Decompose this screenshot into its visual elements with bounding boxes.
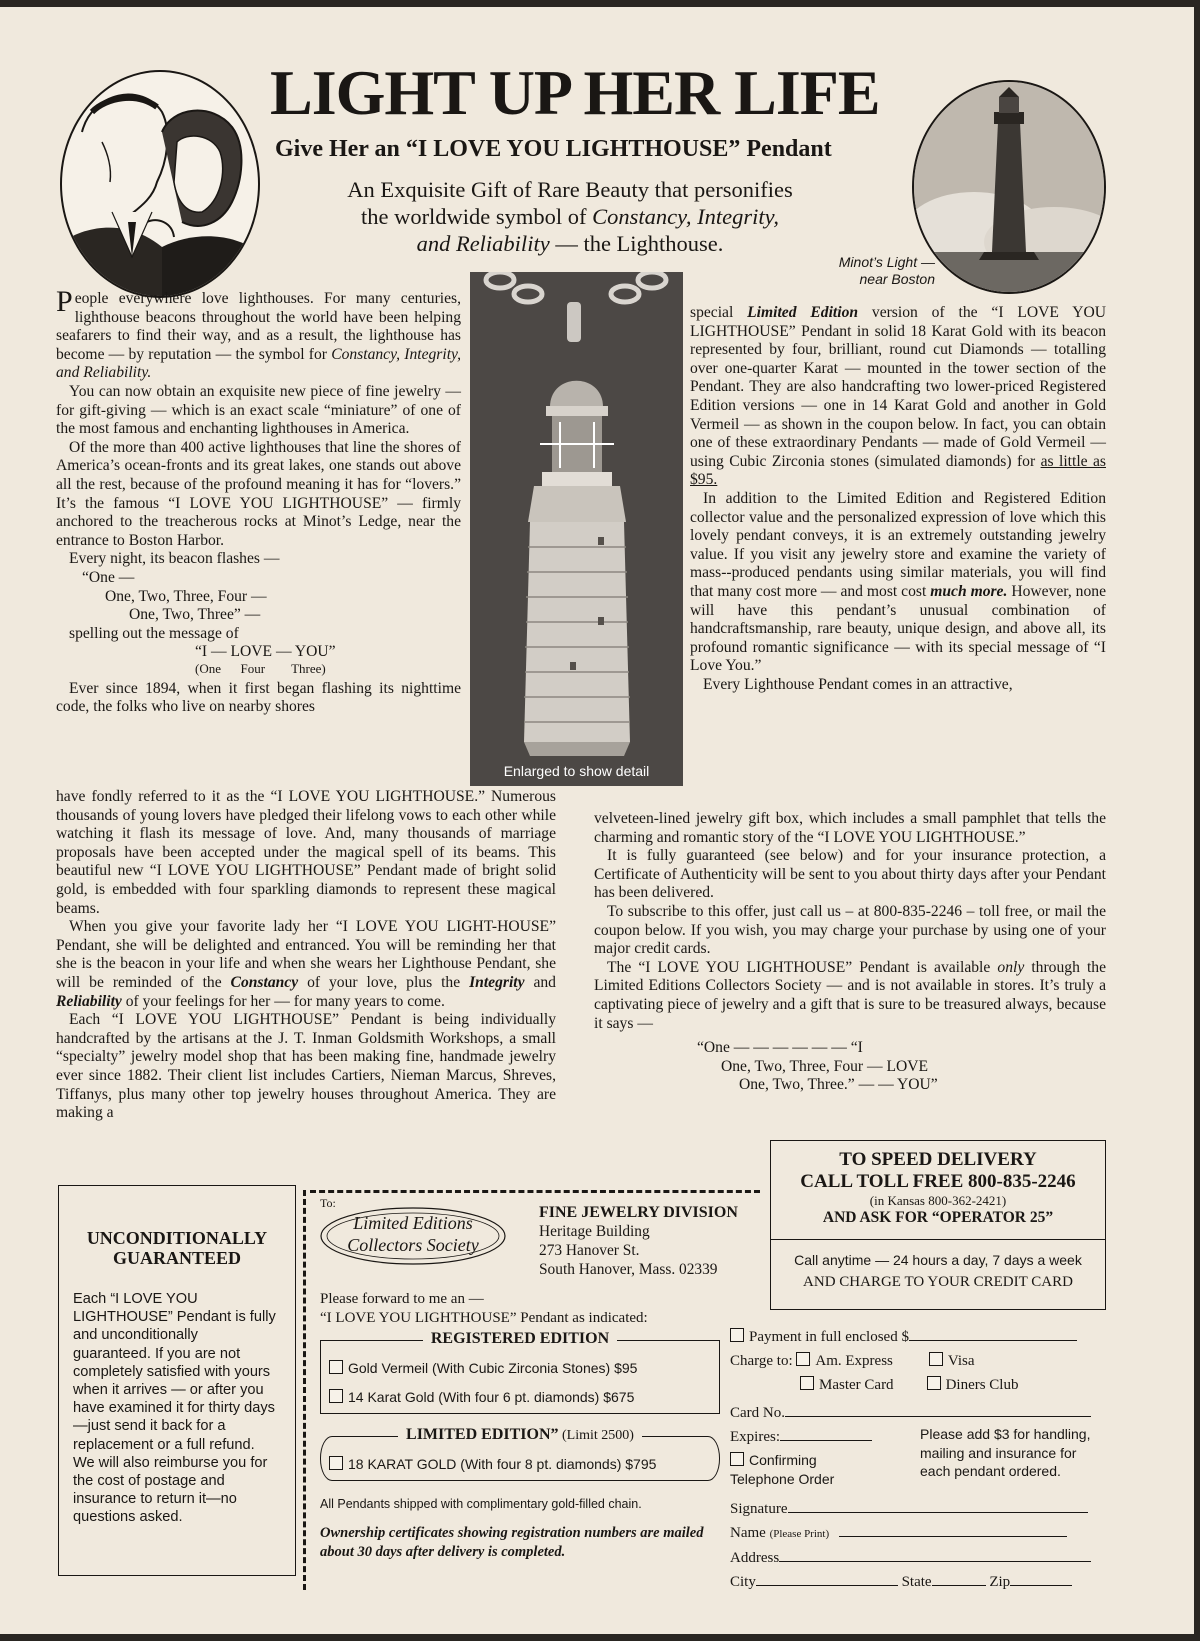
city-row (730, 1570, 1106, 1594)
verse-line: “One — — — — — — “I (697, 1039, 863, 1057)
operator-line: AND ASK FOR “OPERATOR 25” (822, 1209, 1054, 1226)
division-name: FINE JEWELRY DIVISION (539, 1204, 738, 1221)
intro-line-2-italic: Constancy, Integrity, (592, 204, 780, 229)
name-row (730, 1521, 1106, 1546)
headline: LIGHT UP HER LIFE (270, 57, 880, 128)
logo-line-2: Collectors Society (347, 1235, 479, 1255)
italic-text: Constancy, Integrity, and Reliability. (56, 345, 461, 382)
expires-field[interactable] (780, 1426, 872, 1441)
paragraph: have fondly referred to it as the “I LOVE YOU LIGHTHOUSE.” Numerous thousands of young lovers have pledged their lifelong vows to each other while watching it flash its message of love. And, many thousands of marriage proposals have been accepted under the magical spell of its beams. This beautiful new “I LOVE YOU LIGHTHOUSE” Pendant made of bright solid gold, is embedded with four sparkling diamonds to represent these magical beams. (56, 788, 556, 917)
visa-label: Visa (947, 1353, 975, 1369)
guarantee-title (59, 1228, 295, 1268)
drop-cap: P (56, 285, 73, 318)
speed-delivery-box (770, 1140, 1106, 1310)
address-label: Address (730, 1550, 780, 1566)
logo-text (318, 1212, 508, 1256)
charge-label: Charge to: (730, 1353, 793, 1369)
verse-line (56, 662, 461, 676)
chain-note: All Pendants shipped with complimentary gold-filled chain. (320, 1497, 642, 1511)
city-label: City (730, 1574, 756, 1590)
text: However, none will have this pendant’s unusual combination of handcraftsmanship, rare beauty, unique design, and above all, its profound romantic significance — with its special message of “I Love You.” (690, 582, 1106, 675)
article-column-1-continued (56, 788, 556, 1123)
option-18k-gold[interactable] (329, 1455, 711, 1474)
paragraph: velveteen-lined jewelry gift box, which includes a small pamphlet that tells the charming and romantic story of the “I LOVE YOU LIGHTHOUSE.” (594, 810, 1106, 846)
minot-caption-line-1: Minot’s Light — (838, 254, 935, 270)
intro-text (290, 176, 850, 257)
paragraph: Of the more than 400 active lighthouses that line the shores of America’s ocean-fronts and its great lakes, one stands out above all the rest, because of the profound meaning it has for “lovers.” It’s the famous “I LOVE YOU LIGHTHOUSE” — firmly anchored to the treacherous rocks at Minot’s Ledge, near the entrance to Boston Harbor. (56, 438, 461, 549)
state-field[interactable] (932, 1571, 986, 1586)
italic-text: Constancy (230, 973, 299, 991)
confirming-label-2: Telephone Order (730, 1471, 835, 1487)
paragraph: To subscribe to this offer, just call us – at 800-835-2246 – toll free, or mail the coupon below. If you wish, you may charge your purchase by using one of your major credit cards. (594, 902, 1106, 958)
call-anytime: Call anytime — 24 hours a day, 7 days a week (794, 1252, 1082, 1268)
bottom-border (0, 1634, 1200, 1641)
card-number-label: Card No. (730, 1405, 785, 1421)
forward-line-1: Please forward to me an — (320, 1291, 484, 1307)
verse-line: “One — (82, 568, 135, 586)
pendant-photo (470, 272, 683, 786)
italic-text: Reliability (56, 992, 122, 1010)
guarantee-text: Each “I LOVE YOU LIGHTHOUSE” Pendant is fully and unconditionally guaranteed. If you are not completely satisfied with yours when it arrives — or after you have examined it for thirty days—just send it back for a replacement or a full refund. We will also reimburse you for the cost of postage and insurance to return it—no questions asked. (73, 1291, 276, 1526)
text: eople everywhere love lighthouses. For many centuries, lighthouse beacons throughout the world have been helping seafarers to find their way, and as a result, the lighthouse has become — by reputation — the symbol for (56, 290, 461, 363)
diners-checkbox[interactable] (927, 1376, 941, 1390)
minot-caption (795, 254, 935, 288)
visa-checkbox[interactable] (929, 1352, 943, 1366)
mastercard-checkbox[interactable] (800, 1376, 814, 1390)
intro-line-2 (290, 203, 850, 230)
intro-line-3 (290, 230, 850, 257)
payment-label: Payment in full enclosed $ (749, 1329, 909, 1345)
text: and (524, 973, 556, 991)
coupon-to-label: To: (320, 1196, 336, 1210)
intro-line-2-text: the worldwide symbol of (360, 204, 593, 229)
guarantee-box (58, 1185, 296, 1576)
confirming-label-1: Confirming (749, 1452, 817, 1468)
handling-note: Please add $3 for handling, mailing and insurance for each pendant ordered. (920, 1426, 1091, 1479)
text: through the Limited Editions Collectors Society — and is not available in stores. It’s truly a captivating piece of jewelry and a gift that is sure to be treasured always, because it says — (594, 958, 1106, 1032)
italic-text: much more. (930, 582, 1008, 600)
certificate-note: Ownership certificates showing registration numbers are mailed about 30 days after delivery is completed. (320, 1525, 704, 1560)
paragraph (690, 304, 1106, 490)
zip-field[interactable] (1010, 1571, 1072, 1586)
article-column-2-continued (594, 810, 1106, 1095)
checkbox[interactable] (329, 1456, 343, 1470)
paragraph (594, 959, 1106, 1033)
registered-edition-box (320, 1330, 720, 1414)
verse-line: “I — LOVE — YOU” (195, 643, 336, 661)
option-label: Gold Vermeil (With Cubic Zirconia Stones) $95 (348, 1360, 638, 1376)
option-gold-vermeil[interactable] (329, 1359, 711, 1378)
card-number-field[interactable] (785, 1402, 1091, 1417)
charge-row (730, 1349, 1106, 1373)
city-field[interactable] (756, 1571, 898, 1586)
address-line-1: Heritage Building (539, 1223, 650, 1240)
address-row (730, 1546, 1106, 1570)
option-label: 14 Karat Gold (With four 6 pt. diamonds) $675 (348, 1389, 635, 1405)
italic-text: Limited Edition (747, 304, 859, 321)
signature-field[interactable] (788, 1498, 1088, 1513)
limited-edition-title (321, 1425, 719, 1445)
verse-line: One, Two, Three, Four — LOVE (721, 1057, 929, 1075)
kansas-number: (in Kansas 800-362-2421) (869, 1193, 1007, 1208)
verse-word: (One (195, 660, 221, 676)
verse-line: spelling out the message of (69, 624, 239, 642)
guarantee-title-line-1: UNCONDITIONALLY (86, 1228, 268, 1248)
limited-edition-box (320, 1426, 720, 1481)
paragraph (56, 918, 556, 1011)
address-field[interactable] (779, 1547, 1091, 1562)
limited-edition-note: (Limit 2500) (558, 1428, 634, 1443)
checkbox[interactable] (329, 1389, 343, 1403)
intro-line-3-italic: and Reliability (416, 231, 550, 256)
paragraph: You can now obtain an exquisite new piece of fine jewelry — for gift-giving — which is an exact scale “miniature” of one of the most famous and enchanting lighthouses in America. (56, 382, 461, 438)
payment-amount-field[interactable] (909, 1326, 1077, 1341)
checkbox[interactable] (329, 1360, 343, 1374)
expires-row (730, 1425, 1106, 1497)
top-border (0, 0, 1200, 7)
text: of your love, plus the (298, 973, 470, 991)
text: In addition to the Limited Edition and Registered Edition collector value and the personalized expression of love which this lovely pendant conveys, it is an extremely outstanding jewelry value. If you visit any jewelry store and examine the variety of mass--produced pendants using similar materials, you will find that many cost more — and most cost (690, 489, 1106, 600)
article-column-1 (56, 285, 461, 717)
name-field[interactable] (839, 1522, 1067, 1537)
card-number-row (730, 1401, 1106, 1425)
division-address (539, 1203, 738, 1279)
option-14k-gold[interactable] (329, 1388, 711, 1407)
zip-label: Zip (989, 1574, 1011, 1590)
option-label: 18 KARAT GOLD (With four 8 pt. diamonds) $795 (348, 1456, 657, 1472)
registered-edition-title (321, 1329, 719, 1348)
coupon-cut-line-top (310, 1190, 760, 1193)
address-line-2: 273 Hanover St. (539, 1242, 640, 1259)
coupon-cut-line-left (303, 1190, 306, 1590)
limited-edition-label: LIMITED EDITION” (406, 1426, 559, 1443)
name-label: Name (730, 1525, 766, 1541)
name-note: (Please Print) (769, 1528, 830, 1540)
amex-label: Am. Express (815, 1353, 893, 1369)
expires-label: Expires: (730, 1429, 780, 1445)
signature-row (730, 1497, 1106, 1521)
minot-caption-line-2: near Boston (859, 271, 935, 287)
verse-line: One, Two, Three.” — — YOU” (739, 1076, 938, 1094)
underlined-text: as little as $95. (690, 452, 1106, 489)
collectors-society-logo (318, 1204, 508, 1268)
order-options (320, 1290, 720, 1562)
photo-caption: Enlarged to show detail (503, 763, 650, 779)
couple-illustration (60, 70, 260, 298)
expires-group (730, 1425, 872, 1449)
state-label: State (901, 1574, 932, 1590)
toll-free-number: CALL TOLL FREE 800-835-2246 (800, 1171, 1076, 1192)
signature-label: Signature (730, 1501, 788, 1517)
right-border (1194, 0, 1200, 1641)
address-line-3: South Hanover, Mass. 02339 (539, 1261, 718, 1278)
confirming-option[interactable] (730, 1451, 834, 1489)
diners-label: Diners Club (945, 1377, 1019, 1393)
paragraph: Every Lighthouse Pendant comes in an attractive, (703, 675, 1013, 693)
speed-title: TO SPEED DELIVERY (839, 1149, 1037, 1170)
text: version of the “I LOVE YOU LIGHTHOUSE” Pendant in solid 18 Karat Gold with its beacon represented by four, brilliant, round cut Diamonds — totalling over one-quarter Karat — mounted in the tower section of the Pendant. They are also handcrafting two lower-priced Registered Edition versions — one in 14 Karat Gold and another in Gold Vermeil — as shown in the coupon below. In fact, you can obtain one of these extraordinary Pendants — made of Gold Vermeil — using Cubic Zirconia stones (simulated diamonds) for (690, 304, 1106, 470)
checkbox[interactable] (730, 1452, 744, 1466)
charge-row-2 (730, 1373, 1106, 1397)
payment-checkbox[interactable] (730, 1328, 744, 1342)
paragraph (56, 285, 461, 383)
article-column-2 (690, 304, 1106, 694)
registered-edition-label: REGISTERED EDITION (423, 1330, 617, 1347)
paragraph: Every night, its beacon flashes — (69, 550, 280, 568)
intro-line-1: An Exquisite Gift of Rare Beauty that personifies (347, 177, 793, 202)
divider (771, 1239, 1105, 1240)
text: special (690, 304, 748, 321)
paragraph: Ever since 1894, when it first began flashing its nighttime code, the folks who live on nearby shores (56, 679, 461, 716)
text: The “I LOVE YOU LIGHTHOUSE” Pendant is available (607, 958, 998, 976)
verse-line: One, Two, Three” — (129, 606, 261, 624)
logo-line-1: Limited Editions (353, 1213, 473, 1233)
text: When you give your favorite lady her “I LOVE YOU LIGHT-HOUSE” Pendant, she will be delighted and entranced. You will be reminding her that she is the beacon in your life and when she wears her Lighthouse Pendant, she will be reminded of the (56, 918, 556, 991)
text: of your feelings for her — for many years to come. (121, 992, 445, 1010)
amex-checkbox[interactable] (796, 1352, 810, 1366)
verse-word: Four (240, 660, 266, 676)
order-form (730, 1325, 1106, 1594)
payment-row (730, 1325, 1106, 1349)
forward-line-2: “I LOVE YOU LIGHTHOUSE” Pendant as indicated: (320, 1310, 648, 1326)
intro-line-3-text: — the Lighthouse. (549, 231, 724, 256)
paragraph: It is fully guaranteed (see below) and for your insurance protection, a Certificate of Authenticity will be sent to you about thirty days after your Pendant has been delivered. (594, 847, 1106, 902)
paragraph: Each “I LOVE YOU LIGHTHOUSE” Pendant is being individually handcrafted by the artisans at the J. T. Inman Goldsmith Workshops, a small “specialty” jewelry model shop that has been making fine, handmade jewelry ever since 1882. Their client list includes Cartiers, Nieman Marcus, Shreves, Tiffanys, plus many other top jewelry houses throughout America. They are making a (56, 1011, 556, 1122)
subheadline: Give Her an “I LOVE YOU LIGHTHOUSE” Pendant (275, 136, 832, 162)
minots-light-photo (912, 80, 1106, 294)
paragraph (690, 490, 1106, 676)
charge-line: AND CHARGE TO YOUR CREDIT CARD (803, 1274, 1073, 1290)
guarantee-title-line-2: GUARANTEED (112, 1248, 241, 1268)
italic-text: Integrity (469, 973, 525, 991)
verse-word: Three) (291, 660, 326, 676)
italic-text: only (997, 958, 1025, 976)
verse-line: One, Two, Three, Four — (105, 587, 267, 605)
mastercard-label: Master Card (819, 1377, 894, 1393)
